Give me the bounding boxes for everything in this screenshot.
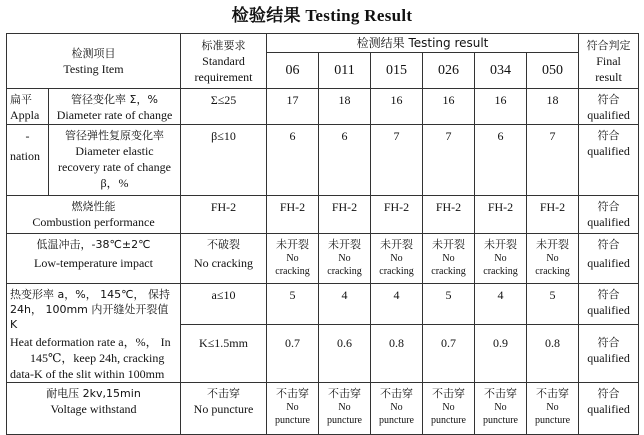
sample-id: 015 xyxy=(371,53,423,89)
value-cell: 6 xyxy=(475,125,527,196)
final-zh: 符合 xyxy=(597,200,620,213)
item-en: 145℃，keep 24h, cracking xyxy=(30,351,165,365)
value-zh: 不击穿 xyxy=(536,387,570,400)
group-en: Appla xyxy=(10,108,40,122)
value-cell: 4 xyxy=(371,284,423,325)
header-item-cell xyxy=(7,34,181,89)
value-cell: FH-2 xyxy=(267,196,319,234)
value-cell xyxy=(475,383,527,435)
final-cell xyxy=(579,196,639,234)
table-row xyxy=(7,383,639,435)
value-cell: 0.7 xyxy=(423,324,475,383)
value-cell xyxy=(267,383,319,435)
value-cell xyxy=(527,234,579,284)
final-en: qualified xyxy=(587,256,630,270)
item-zh: 耐电压 2kv,15min xyxy=(46,387,141,400)
final-zh: 符合 xyxy=(597,129,620,142)
value-cell: 0.8 xyxy=(371,324,423,383)
header-standard-cell xyxy=(181,34,267,89)
value-en: No xyxy=(286,402,299,413)
final-cell xyxy=(579,234,639,284)
item-en: Combustion performance xyxy=(32,215,155,229)
group-zh: 扁平 xyxy=(10,93,32,106)
standard-cell xyxy=(181,234,267,284)
header-standard-en1: Standard xyxy=(202,53,245,68)
value-cell: 6 xyxy=(267,125,319,196)
final-cell xyxy=(579,125,639,196)
item-zh: 低温冲击，-38℃±2℃ xyxy=(36,238,151,251)
sample-id: 034 xyxy=(475,53,527,89)
standard-cell xyxy=(181,383,267,435)
value-cell: FH-2 xyxy=(475,196,527,234)
value-cell: 0.7 xyxy=(267,324,319,383)
item-en: data-K of the slit within 100mm xyxy=(10,367,165,381)
header-row xyxy=(7,34,639,53)
value-en: No xyxy=(546,402,559,413)
group-en: nation xyxy=(10,149,40,163)
final-zh: 符合 xyxy=(597,288,620,301)
value-cell: 7 xyxy=(371,125,423,196)
value-en: No xyxy=(494,253,507,264)
standard-cell: Σ≤25 xyxy=(181,89,267,125)
sample-id: 050 xyxy=(527,53,579,89)
item-cell xyxy=(7,383,181,435)
value-cell: 16 xyxy=(371,89,423,125)
value-cell: FH-2 xyxy=(423,196,475,234)
header-final-cell xyxy=(579,34,639,89)
value-en: cracking xyxy=(327,266,362,277)
standard-zh: 不破裂 xyxy=(207,238,240,251)
header-result-title: 检测结果 Testing result xyxy=(267,34,579,53)
value-zh: 不击穿 xyxy=(432,387,465,400)
value-en: puncture xyxy=(483,415,518,426)
page-title: 检验结果 Testing Result xyxy=(231,6,413,25)
value-en: cracking xyxy=(379,266,414,277)
value-cell: 0.8 xyxy=(527,324,579,383)
item-zh: 24h， 100mm 内开缝处开裂值 K xyxy=(10,303,169,331)
standard-cell: FH-2 xyxy=(181,196,267,234)
value-zh: 不击穿 xyxy=(276,387,309,400)
value-cell xyxy=(371,234,423,284)
final-zh: 符合 xyxy=(597,387,620,400)
item-en: Diameter elastic xyxy=(75,144,154,158)
value-cell xyxy=(423,383,475,435)
value-en: No xyxy=(442,402,455,413)
standard-cell: β≤10 xyxy=(181,125,267,196)
value-en: No xyxy=(442,253,455,264)
value-cell: 18 xyxy=(527,89,579,125)
value-en: puncture xyxy=(431,415,466,426)
item-en: Heat deformation rate a，%， In xyxy=(10,335,171,349)
final-zh: 符合 xyxy=(597,335,620,349)
value-cell xyxy=(319,234,371,284)
item-cell xyxy=(49,125,181,196)
testing-result-table xyxy=(6,33,639,435)
final-en: qualified xyxy=(587,303,630,317)
value-zh: 未开裂 xyxy=(432,238,465,251)
value-cell xyxy=(475,234,527,284)
group-dash: - xyxy=(25,129,30,143)
final-en: qualified xyxy=(587,215,630,229)
standard-en: No cracking xyxy=(194,256,253,270)
value-cell: 5 xyxy=(267,284,319,325)
value-en: cracking xyxy=(483,266,518,277)
final-en: qualified xyxy=(587,108,630,122)
value-cell: 16 xyxy=(423,89,475,125)
value-zh: 不击穿 xyxy=(484,387,517,400)
header-standard-zh: 标准要求 xyxy=(201,38,246,52)
value-cell xyxy=(319,383,371,435)
value-en: puncture xyxy=(327,415,362,426)
value-en: No xyxy=(338,402,351,413)
sample-id: 011 xyxy=(319,53,371,89)
final-en: qualified xyxy=(587,144,630,158)
value-cell: 4 xyxy=(475,284,527,325)
value-cell: 18 xyxy=(319,89,371,125)
item-cell xyxy=(7,234,181,284)
item-en: Diameter rate of change xyxy=(56,108,173,122)
final-cell xyxy=(579,324,639,383)
header-standard-en2: requirement xyxy=(194,69,253,84)
item-zh: 燃烧性能 xyxy=(71,200,116,213)
final-cell xyxy=(579,89,639,125)
table-row xyxy=(7,196,639,234)
value-en: puncture xyxy=(535,415,571,426)
header-final-en: Final result xyxy=(595,53,622,84)
final-en: qualified xyxy=(587,402,630,416)
value-en: cracking xyxy=(275,266,310,277)
value-zh: 不击穿 xyxy=(328,387,361,400)
table-row xyxy=(7,125,639,196)
value-cell xyxy=(423,234,475,284)
value-en: No xyxy=(546,253,559,264)
standard-zh: 不击穿 xyxy=(207,387,240,400)
value-en: puncture xyxy=(275,415,310,426)
value-cell: FH-2 xyxy=(371,196,423,234)
value-cell: FH-2 xyxy=(319,196,371,234)
value-cell: 0.6 xyxy=(319,324,371,383)
value-cell: 5 xyxy=(423,284,475,325)
table-row xyxy=(7,89,639,125)
value-cell: 7 xyxy=(423,125,475,196)
flattening-group-top xyxy=(7,89,49,125)
value-en: No xyxy=(390,253,403,264)
table-row xyxy=(7,284,639,325)
value-cell: FH-2 xyxy=(527,196,579,234)
value-zh: 未开裂 xyxy=(536,238,570,251)
final-zh: 符合 xyxy=(597,93,620,106)
value-en: No xyxy=(390,402,403,413)
value-en: cracking xyxy=(431,266,466,277)
header-item-en: Testing Item xyxy=(63,61,124,76)
table-row xyxy=(7,234,639,284)
sample-id: 026 xyxy=(423,53,475,89)
item-cell xyxy=(7,284,181,383)
item-en: recovery rate of change xyxy=(58,160,171,174)
value-cell xyxy=(267,234,319,284)
value-en: cracking xyxy=(535,266,570,277)
value-zh: 未开裂 xyxy=(276,238,309,251)
value-en: puncture xyxy=(379,415,414,426)
value-cell: 5 xyxy=(527,284,579,325)
standard-en: No puncture xyxy=(193,402,254,416)
value-cell: 4 xyxy=(319,284,371,325)
header-item-zh: 检测项目 xyxy=(71,46,116,60)
item-cell xyxy=(7,196,181,234)
item-en: β，% xyxy=(100,176,129,190)
item-en: Voltage withstand xyxy=(50,402,137,416)
value-cell xyxy=(527,383,579,435)
item-zh: 管径变化率 Σ，% xyxy=(71,93,158,106)
item-zh: 管径弹性复原变化率 xyxy=(65,129,164,142)
flattening-group-bottom xyxy=(7,125,49,196)
sample-id: 06 xyxy=(267,53,319,89)
header-final-zh: 符合判定 xyxy=(586,38,631,52)
standard-cell: a≤10 xyxy=(181,284,267,325)
final-en: qualified xyxy=(587,350,630,365)
value-cell: 6 xyxy=(319,125,371,196)
value-zh: 不击穿 xyxy=(380,387,413,400)
item-en: Low-temperature impact xyxy=(34,256,153,270)
final-zh: 符合 xyxy=(597,238,620,251)
value-cell: 0.9 xyxy=(475,324,527,383)
value-cell: 17 xyxy=(267,89,319,125)
final-cell xyxy=(579,284,639,325)
value-en: No xyxy=(338,253,351,264)
standard-cell: K≤1.5mm xyxy=(181,324,267,383)
value-en: No xyxy=(494,402,507,413)
value-en: No xyxy=(286,253,299,264)
value-cell: 7 xyxy=(527,125,579,196)
value-zh: 未开裂 xyxy=(328,238,361,251)
value-zh: 未开裂 xyxy=(484,238,517,251)
value-cell: 16 xyxy=(475,89,527,125)
final-cell xyxy=(579,383,639,435)
value-zh: 未开裂 xyxy=(380,238,413,251)
item-cell xyxy=(49,89,181,125)
item-zh: 热变形率 a，%， 145℃， 保持 xyxy=(10,288,171,301)
value-cell xyxy=(371,383,423,435)
